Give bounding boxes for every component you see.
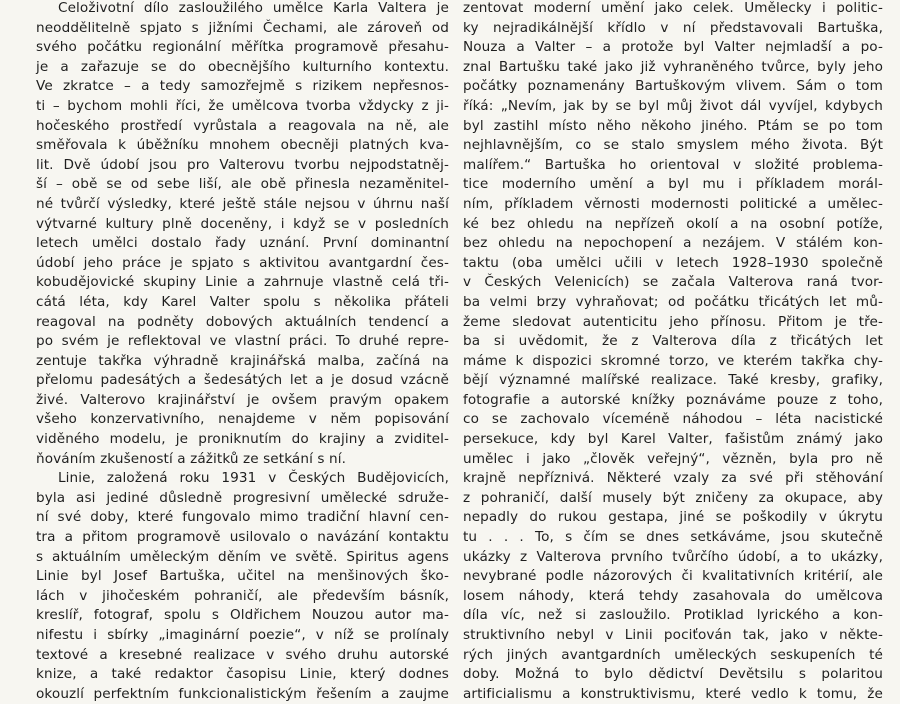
- text-line: směřovala k úběžníku mnohem obecněji platných kva-: [36, 137, 449, 154]
- text-line: ba velmi brzy vyhraňovat; od počátku třicátých let mů-: [463, 293, 883, 310]
- text-line: po svém je reflektoval ve vlastní práci. To druhé repre-: [36, 333, 449, 350]
- text-line: znal Bartušku také jako již vyhraněného tvůrce, byly jeho: [463, 58, 883, 75]
- text-line: reagoval na podněty dobových aktuálních tendencí a: [36, 313, 449, 330]
- text-line: Linie byl Josef Bartuška, učitel na menšinových ško-: [36, 568, 449, 585]
- text-line: né tvůrčí výsledky, které ještě stále nejsou v úhrnu naší: [36, 195, 449, 212]
- text-line: byla asi jediné důsledně progresivní umělecké sdruže-: [36, 489, 449, 506]
- text-line: zentuje takřka výhradně krajinářská malba, začíná na: [36, 352, 449, 369]
- text-line: ňováním zkušeností a zážitků ze setkání s ní.: [36, 450, 346, 467]
- text-line: neoddělitelně spjato s jižními Čechami, ale zároveň od: [36, 19, 449, 36]
- text-line: ba si uvědomit, že z Valterova díla z třicátých let: [463, 333, 883, 350]
- text-line: říká: „Nevím, jak by se byl můj život dál vyvíjel, kdybych: [463, 97, 883, 114]
- text-line: nevybrané podle názorových či kvalitativních kritérií, ale: [463, 568, 883, 585]
- text-line: přelomu padesátých a šedesátých let a je dosud vzácně: [36, 372, 449, 389]
- text-line: umělec i jako „člověk veřejný“, vězněn, byla pro ně: [463, 450, 883, 467]
- text-line: nifestu i sbírky „imaginární poezie“, v níž se prolínaly: [36, 627, 449, 643]
- text-line: knize, a také redaktor časopisu Linie, který dodnes: [36, 666, 449, 683]
- text-line: malířem.“ Bartuška ho orientoval v složité problema-: [463, 156, 883, 173]
- text-line: artificialismu a konstruktivismu, které vedlo k tomu, že: [463, 685, 883, 702]
- text-line: rých jiných avantgardních uměleckých seskupeních té: [463, 646, 883, 663]
- text-line: všeho konzervativního, nenajdeme v něm popisování: [36, 411, 449, 428]
- text-line: krajně nepříznivá. Některé vzaly za své při stěhování: [463, 470, 883, 487]
- text-line: máme k dispozici skromné torzo, ve kterém takřka chy-: [463, 352, 883, 369]
- text-line: v Českých Velenicích) se začala Valterova raná tvor-: [463, 274, 883, 291]
- text-line: byl zastihl místo něho někoho jiného. Ptám se po tom: [463, 117, 883, 134]
- text-line: ukázky z Valterova prvního tvůrčího údobí, a to ukázky,: [463, 548, 883, 565]
- text-line: s aktuálním uměleckým děním ve světě. Spiritus agens: [36, 548, 449, 565]
- text-line: kobudějovické skupiny Linie a zahrnuje vlastně celá tři-: [36, 274, 449, 291]
- text-line: žeme sledovat autenticitu jeho přínosu. Přitom je tře-: [463, 313, 883, 330]
- text-line: ší – obě se od sebe liší, ale obě přinesla nezaměnitel-: [36, 176, 449, 193]
- text-line: ky nejradikálnější křídlo v ní představovali Bartuška,: [463, 19, 883, 36]
- text-line: Ve zkratce – a tedy samozřejmě s rizikem nepřesnos-: [36, 78, 449, 95]
- text-line: letech umělci dostalo řady uznání. První dominantní: [36, 235, 449, 252]
- text-line: Nouza a Valter – a protože byl Valter nejmladší a po-: [463, 39, 883, 56]
- text-line: z pohraničí, další musely být zničeny za okupace, aby: [463, 489, 883, 506]
- text-line: textové a kresebné realizace v svého druhu autorské: [36, 646, 449, 663]
- text-line: nejhlavnějším, co se stalo smyslem mého života. Být: [463, 137, 883, 154]
- text-line: ní své doby, které fungovalo mimo tradiční hlavní cen-: [36, 509, 449, 526]
- text-line: Linie, založená roku 1931 v Českých Budějovicích,: [58, 470, 449, 487]
- text-line: co se zachovalo víceméně náhodou – léta nacistické: [463, 411, 883, 428]
- text-line: ké bez ohledu na nepřízeň okolí a na osobní potíže,: [463, 215, 883, 232]
- text-line: bějí významné malířské realizace. Také kresby, grafiky,: [463, 372, 883, 389]
- text-line: bez ohledu na nepochopení a nezájem. V stálém kon-: [463, 235, 883, 252]
- text-line: tu . . . To, s čím se dnes setkáváme, jsou skutečně: [463, 529, 883, 546]
- text-line: taktu (oba umělci učili v letech 1928–1930 společně: [463, 254, 883, 271]
- left-text-column: [36, 0, 449, 702]
- text-line: cátá léta, kdy Karel Valter spolu s několika přáteli: [36, 293, 449, 310]
- text-line: viděného modelu, je proniknutím do krajiny a zviditel-: [36, 431, 449, 448]
- text-line: tice moderního umění a byl mu i příkladem morál-: [463, 176, 883, 193]
- text-line: losem náhody, která tehdy zasahovala do umělcova: [463, 587, 883, 604]
- text-line: svého počátku regionální měřítka programově přesahu-: [36, 39, 449, 56]
- text-line: živé. Valterovo krajinářství je ovšem pravým opakem: [36, 391, 449, 408]
- text-line: hočeského prostředí vyrůstala a reagovala na ně, ale: [36, 117, 449, 134]
- text-line: doby. Možná to bylo dědictví Devětsilu s polaritou: [463, 666, 883, 683]
- text-line: údobí jeho práce je spjato s aktivitou avantgardní čes-: [36, 254, 449, 271]
- text-line: díla víc, než si zasloužilo. Protiklad lyrického a kon-: [463, 607, 883, 624]
- text-line: okouzlí perfektním funkcionalistickým řešením a zaujme: [36, 685, 449, 702]
- text-line: zentovat moderní umění jako celek. Umělecky i politic-: [463, 0, 883, 16]
- text-line: lách v jihočeském pohraničí, ale především básník,: [36, 587, 449, 604]
- text-line: struktivního nebyl v Linii pociťován tak, jako v někte-: [463, 627, 883, 643]
- text-line: ním, příkladem věrnosti modernosti politické a umělec-: [463, 195, 883, 212]
- text-line: Celoživotní dílo zasloužilého umělce Karla Valtera je: [58, 0, 449, 16]
- text-line: je a zařazuje se do obecnějšího kulturního kontextu.: [36, 58, 449, 75]
- text-line: fotografie a autorské knížky poznáváme pouze z toho,: [463, 391, 883, 408]
- text-line: persekuce, kdy byl Karel Valter, fašistům známý jako: [463, 431, 883, 448]
- text-line: ti – bychom mohli říci, že umělcova tvorba vždycky z ji-: [36, 97, 449, 114]
- text-line: výtvarné kultury plně doceněny, i když se v posledních: [36, 215, 449, 232]
- text-line: kreslíř, fotograf, spolu s Oldřichem Nouzou autor ma-: [36, 607, 449, 624]
- text-line: počátky poznamenány Bartuškovým vlivem. Sám o tom: [463, 78, 883, 95]
- text-line: nepadly do rukou gestapa, jiné se poškodily v úkrytu: [463, 509, 883, 526]
- text-line: tra a přitom programově usilovalo o navázání kontaktu: [36, 529, 449, 546]
- text-line: lit. Dvě údobí jsou pro Valterovu tvorbu nejpodstatněj-: [36, 156, 449, 173]
- right-text-column: [463, 0, 883, 702]
